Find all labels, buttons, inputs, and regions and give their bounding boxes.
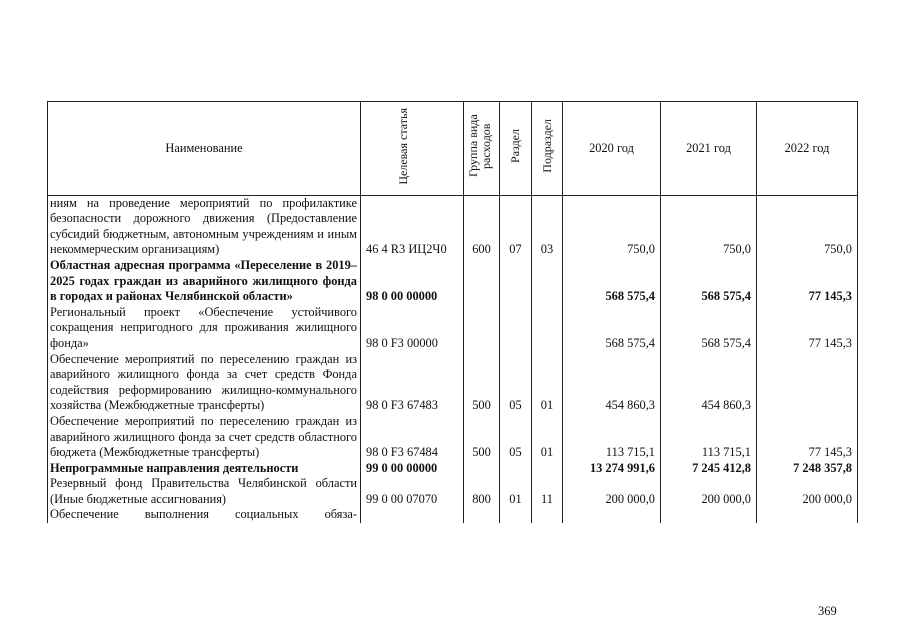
- row-expense-group: 800: [464, 476, 500, 507]
- header-year-2020: 2020 год: [563, 102, 661, 196]
- table-row: [48, 414, 858, 461]
- row-section: [500, 258, 532, 305]
- header-year-2022: 2022 год: [757, 102, 858, 196]
- header-year-2021: 2021 год: [661, 102, 757, 196]
- row-value-2020: 568 575,4: [563, 305, 661, 352]
- row-expense-group: 500: [464, 352, 500, 414]
- row-target-article: [361, 507, 464, 523]
- table-row: [48, 195, 858, 258]
- row-target-article: 98 0 F3 00000: [361, 305, 464, 352]
- row-subsection: [532, 461, 563, 477]
- row-name: Обеспечение мероприятий по переселению граждан из аварийного жилищного фонда за счет средств областного бюджета (Межбюджетные трансферты): [48, 414, 361, 461]
- table-header-row: [48, 102, 858, 196]
- row-target-article: 98 0 F3 67483: [361, 352, 464, 414]
- row-target-article: 46 4 R3 ИЦ2Ч0: [361, 195, 464, 258]
- row-name: Резервный фонд Правительства Челябинской области (Иные бюджетные ассигнования): [48, 476, 361, 507]
- row-value-2021: 7 245 412,8: [661, 461, 757, 477]
- row-expense-group: [464, 305, 500, 352]
- table-row: [48, 258, 858, 305]
- row-target-article: 98 0 00 00000: [361, 258, 464, 305]
- row-value-2021: 568 575,4: [661, 258, 757, 305]
- row-subsection: 03: [532, 195, 563, 258]
- row-target-article: 99 0 00 07070: [361, 476, 464, 507]
- row-expense-group: [464, 461, 500, 477]
- row-value-2022: 77 145,3: [757, 414, 858, 461]
- row-value-2021: 113 715,1: [661, 414, 757, 461]
- row-value-2022: 7 248 357,8: [757, 461, 858, 477]
- row-value-2022: 77 145,3: [757, 258, 858, 305]
- row-subsection: 01: [532, 414, 563, 461]
- row-value-2021: 568 575,4: [661, 305, 757, 352]
- header-subsection: Подраздел: [532, 102, 563, 196]
- row-name: Обеспечение выполнения социальных обяза-: [48, 507, 361, 523]
- row-value-2020: [563, 507, 661, 523]
- row-expense-group: [464, 507, 500, 523]
- row-section: 07: [500, 195, 532, 258]
- row-name: Региональный проект «Обеспечение устойчивого сокращения непригодного для проживания жилищного фонда»: [48, 305, 361, 352]
- row-subsection: [532, 305, 563, 352]
- row-value-2021: 200 000,0: [661, 476, 757, 507]
- row-section: 05: [500, 414, 532, 461]
- row-subsection: [532, 258, 563, 305]
- row-value-2021: [661, 507, 757, 523]
- row-name: Обеспечение мероприятий по переселению граждан из аварийного жилищного фонда за счет средств Фонда содействия реформированию жилищно-коммунального хозяйства (Межбюджетные трансферты): [48, 352, 361, 414]
- row-subsection: 11: [532, 476, 563, 507]
- row-target-article: 99 0 00 00000: [361, 461, 464, 477]
- table-row: [48, 476, 858, 507]
- row-value-2020: 113 715,1: [563, 414, 661, 461]
- row-value-2022: [757, 352, 858, 414]
- row-expense-group: 600: [464, 195, 500, 258]
- row-subsection: 01: [532, 352, 563, 414]
- header-section: Раздел: [500, 102, 532, 196]
- row-subsection: [532, 507, 563, 523]
- row-expense-group: 500: [464, 414, 500, 461]
- row-value-2020: 200 000,0: [563, 476, 661, 507]
- row-value-2020: 13 274 991,6: [563, 461, 661, 477]
- row-value-2020: 750,0: [563, 195, 661, 258]
- row-section: [500, 461, 532, 477]
- table-row: [48, 507, 858, 523]
- row-value-2022: 750,0: [757, 195, 858, 258]
- row-value-2022: 77 145,3: [757, 305, 858, 352]
- row-target-article: 98 0 F3 67484: [361, 414, 464, 461]
- table-row: [48, 461, 858, 477]
- row-value-2021: 454 860,3: [661, 352, 757, 414]
- header-name: Наименование: [48, 102, 361, 196]
- row-value-2022: [757, 507, 858, 523]
- header-target-article: Целевая статья: [361, 102, 464, 196]
- row-section: 01: [500, 476, 532, 507]
- table-row: [48, 352, 858, 414]
- table-row: [48, 305, 858, 352]
- row-value-2021: 750,0: [661, 195, 757, 258]
- row-expense-group: [464, 258, 500, 305]
- row-name: Непрограммные направления деятельности: [48, 461, 361, 477]
- row-name: ниям на проведение мероприятий по профилактике безопасности дорожного движения (Предоставление субсидий бюджетным, автономным учреждениям и иным некоммерческим организациям): [48, 195, 361, 258]
- row-value-2022: 200 000,0: [757, 476, 858, 507]
- page-number: 369: [818, 604, 837, 618]
- row-value-2020: 568 575,4: [563, 258, 661, 305]
- row-section: [500, 305, 532, 352]
- header-expense-group: Группа вида расходов: [464, 102, 500, 196]
- row-section: [500, 507, 532, 523]
- row-name: Областная адресная программа «Переселение в 2019–2025 годах граждан из аварийного жилищного фонда в городах и районах Челябинской области»: [48, 258, 361, 305]
- budget-table: [47, 101, 858, 523]
- row-section: 05: [500, 352, 532, 414]
- row-value-2020: 454 860,3: [563, 352, 661, 414]
